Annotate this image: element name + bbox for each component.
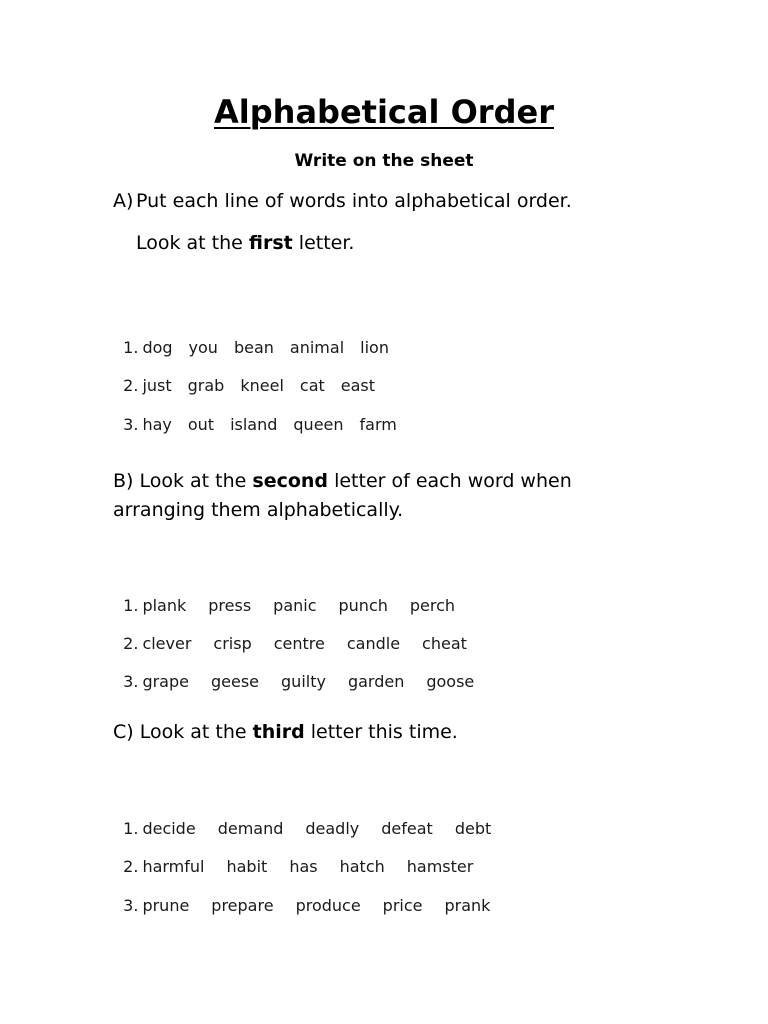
word: garden bbox=[347, 672, 405, 691]
word: prepare bbox=[211, 896, 274, 915]
list-number: 2. bbox=[123, 634, 139, 653]
section-c-list-item-2 bbox=[113, 834, 473, 878]
section-b-list-item-3 bbox=[113, 649, 474, 693]
section-a-list-item-2 bbox=[113, 353, 375, 397]
word: defeat bbox=[381, 819, 433, 838]
word: animal bbox=[289, 338, 345, 357]
word: farm bbox=[359, 415, 397, 434]
list-number: 3. bbox=[123, 896, 139, 915]
word: cat bbox=[299, 376, 325, 395]
word: perch bbox=[409, 596, 456, 615]
page-title: Alphabetical Order bbox=[214, 93, 554, 131]
section-b-bold: second bbox=[252, 470, 329, 492]
section-a-line1: Put each line of words into alphabetical order. bbox=[136, 190, 572, 212]
section-b-post: letter of each word when bbox=[328, 470, 572, 492]
word: just bbox=[142, 376, 172, 395]
word: crisp bbox=[213, 634, 252, 653]
word: queen bbox=[293, 415, 344, 434]
section-a-hint-bold: first bbox=[248, 232, 293, 254]
page-subtitle: Write on the sheet bbox=[294, 151, 474, 171]
list-number: 3. bbox=[123, 415, 139, 434]
word: hay bbox=[142, 415, 172, 434]
section-a-instruction bbox=[113, 187, 572, 216]
word: produce bbox=[295, 896, 361, 915]
word: plank bbox=[142, 596, 187, 615]
word: grab bbox=[187, 376, 225, 395]
word: price bbox=[382, 896, 423, 915]
word: candle bbox=[346, 634, 401, 653]
list-number: 2. bbox=[123, 857, 139, 876]
section-a-hint-pre: Look at the bbox=[136, 232, 249, 254]
word: habit bbox=[226, 857, 268, 876]
word: kneel bbox=[240, 376, 284, 395]
section-b-pre: B) Look at the bbox=[113, 470, 253, 492]
word: cheat bbox=[422, 634, 467, 653]
section-a-list-item-3 bbox=[113, 392, 397, 436]
list-number: 1. bbox=[123, 338, 139, 357]
word: hatch bbox=[339, 857, 385, 876]
word: guilty bbox=[281, 672, 326, 691]
word: grape bbox=[142, 672, 189, 691]
word: decide bbox=[142, 819, 196, 838]
word: bean bbox=[233, 338, 274, 357]
list-number: 1. bbox=[123, 596, 139, 615]
section-c-bold: third bbox=[252, 721, 305, 743]
list-number: 1. bbox=[123, 819, 139, 838]
word: has bbox=[289, 857, 318, 876]
word: geese bbox=[210, 672, 260, 691]
word: harmful bbox=[142, 857, 205, 876]
word: deadly bbox=[305, 819, 360, 838]
section-b-instruction bbox=[113, 467, 572, 496]
list-number: 2. bbox=[123, 376, 139, 395]
word: prune bbox=[142, 896, 190, 915]
section-c-instruction bbox=[113, 718, 458, 747]
word: centre bbox=[273, 634, 325, 653]
word: debt bbox=[454, 819, 492, 838]
word: lion bbox=[360, 338, 389, 357]
section-b-instruction-line2: arranging them alphabetically. bbox=[113, 499, 404, 521]
word: goose bbox=[426, 672, 475, 691]
word: panic bbox=[273, 596, 317, 615]
word: punch bbox=[338, 596, 388, 615]
word: hamster bbox=[406, 857, 474, 876]
word: you bbox=[188, 338, 218, 357]
word: demand bbox=[217, 819, 284, 838]
word: dog bbox=[142, 338, 173, 357]
word: prank bbox=[444, 896, 491, 915]
word: out bbox=[187, 415, 215, 434]
word: east bbox=[340, 376, 376, 395]
section-c-pre: C) Look at the bbox=[113, 721, 253, 743]
list-number: 3. bbox=[123, 672, 139, 691]
word: island bbox=[230, 415, 278, 434]
word: press bbox=[208, 596, 252, 615]
section-a-hint bbox=[136, 229, 354, 258]
section-c-post: letter this time. bbox=[304, 721, 458, 743]
section-a-marker: A) bbox=[113, 190, 134, 212]
section-c-list-item-3 bbox=[113, 873, 490, 917]
section-a-hint-post: letter. bbox=[292, 232, 355, 254]
word: clever bbox=[142, 634, 192, 653]
